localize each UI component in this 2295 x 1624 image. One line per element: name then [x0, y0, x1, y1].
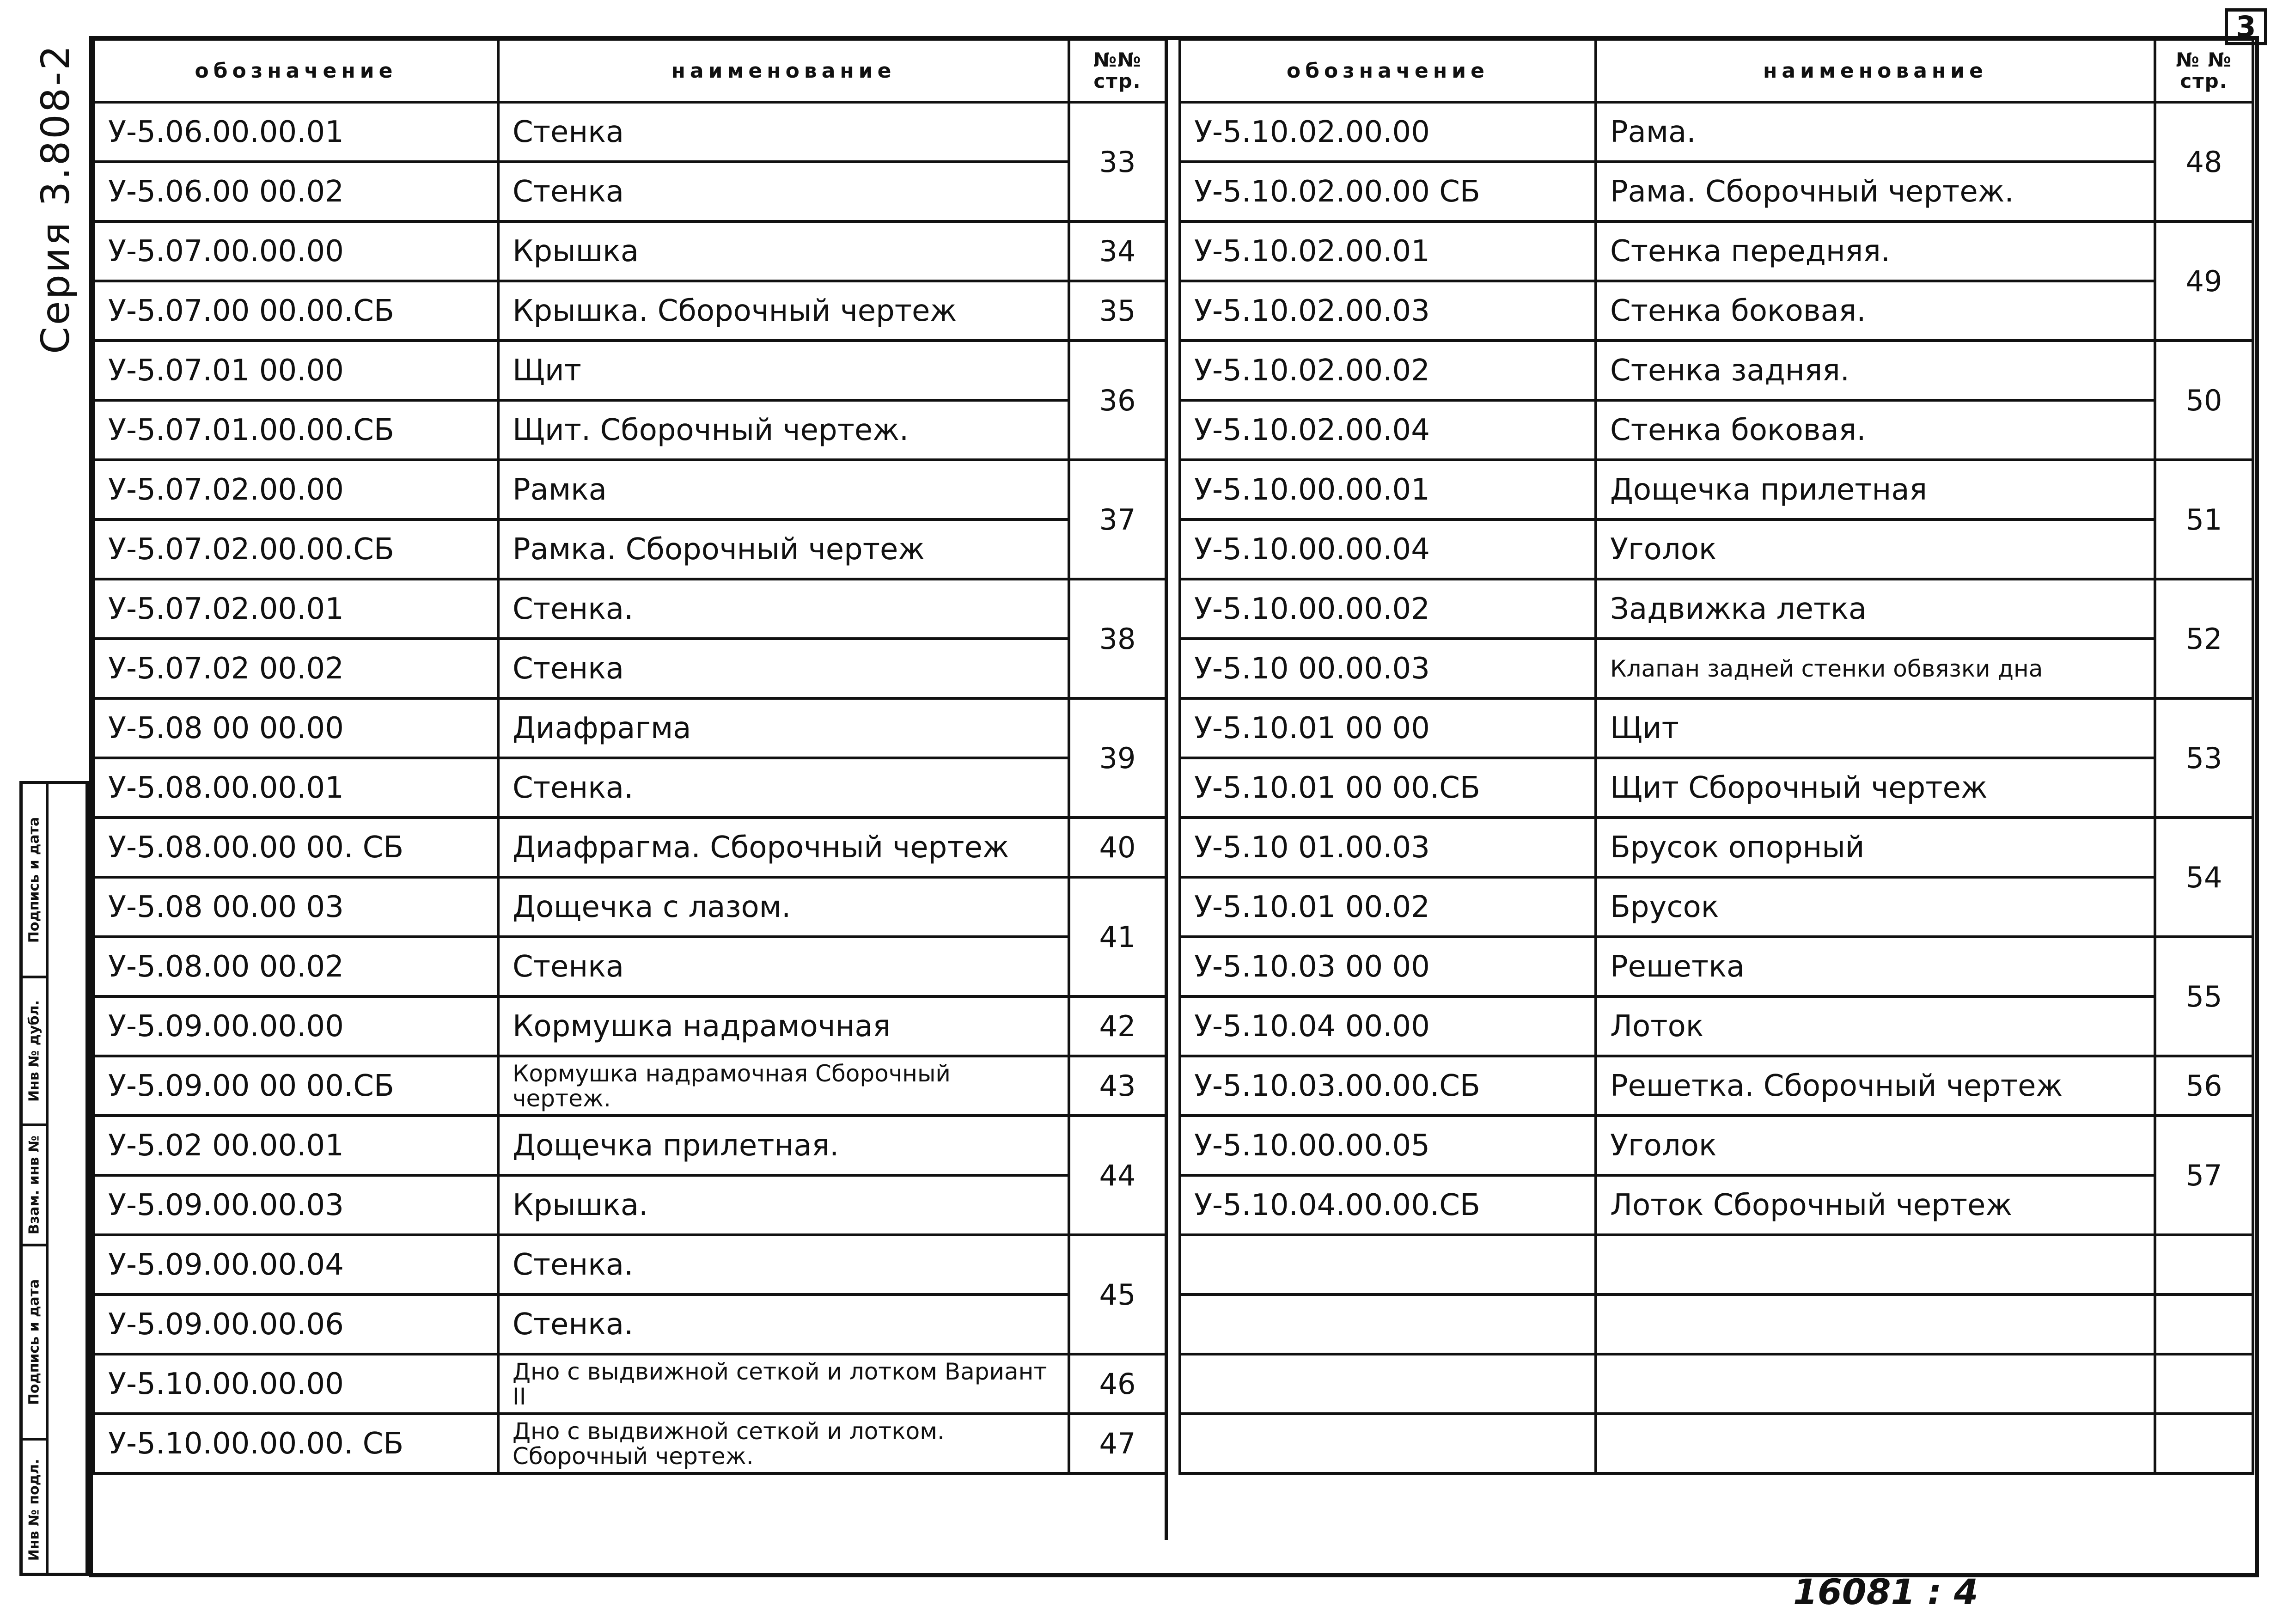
page-cell: 36: [1069, 341, 1166, 460]
table-row: [94, 758, 1166, 818]
designation-cell: У-5.07.02 00.02: [94, 639, 498, 698]
table-row: [94, 818, 1166, 877]
table-row: [1180, 1235, 2253, 1294]
name-cell: [1596, 1354, 2155, 1414]
designation-cell: У-5.07.01.00.00.СБ: [94, 400, 498, 460]
name-cell: Стенка.: [498, 579, 1069, 639]
name-cell: Лоток Сборочный чертеж: [1596, 1175, 2155, 1235]
table-row: [94, 1414, 1166, 1473]
page-cell: 55: [2155, 937, 2253, 1056]
name-cell: Крышка. Сборочный чертеж: [498, 281, 1069, 341]
name-cell: Щит. Сборочный чертеж.: [498, 400, 1069, 460]
table-row: [94, 341, 1166, 400]
page-cell: 37: [1069, 460, 1166, 579]
stamp-label: Подпись и дата: [26, 1279, 43, 1405]
stamp-cell: [23, 1246, 46, 1441]
table-row: [94, 162, 1166, 221]
page-cell: 45: [1069, 1235, 1166, 1354]
name-cell: [1596, 1294, 2155, 1354]
table-row: [1180, 400, 2253, 460]
table-row: [94, 1056, 1166, 1116]
name-cell: Диафрагма: [498, 698, 1069, 758]
table-row: [1180, 519, 2253, 579]
page-cell: 43: [1069, 1056, 1166, 1116]
series-label-box: [28, 43, 83, 354]
page-cell: [2155, 1414, 2253, 1473]
table-row: [94, 221, 1166, 281]
page-cell: 40: [1069, 818, 1166, 877]
name-cell: Стенка.: [498, 758, 1069, 818]
designation-cell: У-5.10 01.00.03: [1180, 818, 1596, 877]
left-spec-table: [92, 38, 1167, 1475]
table-row: [1180, 698, 2253, 758]
page-cell: [2155, 1354, 2253, 1414]
table-row: [1180, 1056, 2253, 1116]
name-cell: Стенка.: [498, 1294, 1069, 1354]
designation-cell: У-5.08 00 00.00: [94, 698, 498, 758]
name-cell: Решетка. Сборочный чертеж: [1596, 1056, 2155, 1116]
designation-cell: У-5.10.00.00.04: [1180, 519, 1596, 579]
name-cell: Дощечка с лазом.: [498, 877, 1069, 937]
page-cell: 49: [2155, 221, 2253, 341]
table-row: [1180, 758, 2253, 818]
designation-cell: [1180, 1235, 1596, 1294]
designation-cell: У-5.09.00 00 00.СБ: [94, 1056, 498, 1116]
designation-cell: У-5.10.04 00.00: [1180, 996, 1596, 1056]
designation-cell: У-5.10.00.00.00: [94, 1354, 498, 1414]
table-row: [1180, 102, 2253, 162]
name-cell: Рама. Сборочный чертеж.: [1596, 162, 2155, 221]
table-row: [1180, 1414, 2253, 1473]
table-row: [94, 400, 1166, 460]
page-cell: 46: [1069, 1354, 1166, 1414]
designation-cell: У-5.10.00.00.05: [1180, 1116, 1596, 1175]
designation-cell: У-5.07.02.00.01: [94, 579, 498, 639]
table-row: [94, 519, 1166, 579]
stamp-cell: [23, 978, 46, 1126]
designation-cell: У-5.02 00.00.01: [94, 1116, 498, 1175]
page-cell: 33: [1069, 102, 1166, 221]
name-cell: Щит: [498, 341, 1069, 400]
designation-cell: У-5.10.03.00.00.СБ: [1180, 1056, 1596, 1116]
table-row: [94, 996, 1166, 1056]
name-cell: Уголок: [1596, 1116, 2155, 1175]
designation-cell: У-5.07.01 00.00: [94, 341, 498, 400]
table-row: [94, 1175, 1166, 1235]
table-row: [1180, 877, 2253, 937]
table-row: [1180, 1294, 2253, 1354]
name-cell: Диафрагма. Сборочный чертеж: [498, 818, 1069, 877]
name-cell: Стенка: [498, 639, 1069, 698]
designation-cell: У-5.09.00.00.03: [94, 1175, 498, 1235]
name-cell: Стенка боковая.: [1596, 400, 2155, 460]
designation-cell: У-5.07.02.00.00: [94, 460, 498, 519]
page-cell: 48: [2155, 102, 2253, 221]
table-row: [1180, 937, 2253, 996]
table-row: [1180, 460, 2253, 519]
stamp-cell: [23, 784, 46, 978]
designation-cell: У-5.07.00 00.00.СБ: [94, 281, 498, 341]
name-cell: Рамка: [498, 460, 1069, 519]
table-row: [94, 1116, 1166, 1175]
designation-cell: У-5.07.02.00.00.СБ: [94, 519, 498, 579]
table-header-row: [1180, 39, 2253, 102]
designation-cell: У-5.10 00.00.03: [1180, 639, 1596, 698]
series-label: Серия 3.808-2: [33, 43, 78, 354]
table-row: [94, 1294, 1166, 1354]
header-page: № № стр.: [2155, 39, 2253, 102]
designation-cell: У-5.10.03 00 00: [1180, 937, 1596, 996]
name-cell: Крышка: [498, 221, 1069, 281]
header-name: наименование: [498, 39, 1069, 102]
table-header-row: [94, 39, 1166, 102]
designation-cell: У-5.10.02.00.01: [1180, 221, 1596, 281]
page-number: 3: [2225, 8, 2267, 45]
designation-cell: У-5.10.02.00.00 СБ: [1180, 162, 1596, 221]
name-cell: Лоток: [1596, 996, 2155, 1056]
table-row: [1180, 1116, 2253, 1175]
page-cell: [2155, 1235, 2253, 1294]
designation-cell: [1180, 1414, 1596, 1473]
stamp-cell: [23, 1126, 46, 1246]
designation-cell: [1180, 1294, 1596, 1354]
name-cell: Щит: [1596, 698, 2155, 758]
table-row: [94, 1235, 1166, 1294]
name-cell: Стенка: [498, 162, 1069, 221]
page-cell: 54: [2155, 818, 2253, 937]
table-row: [94, 460, 1166, 519]
page-cell: 50: [2155, 341, 2253, 460]
name-cell: Кормушка надрамочная Сборочный чертеж.: [498, 1056, 1069, 1116]
right-spec-table: [1178, 38, 2254, 1475]
name-cell: Брусок опорный: [1596, 818, 2155, 877]
designation-cell: У-5.08 00.00 03: [94, 877, 498, 937]
table-row: [94, 579, 1166, 639]
name-cell: Дощечка прилетная.: [498, 1116, 1069, 1175]
header-designation: обозначение: [1180, 39, 1596, 102]
table-row: [94, 1354, 1166, 1414]
designation-cell: У-5.06.00.00.01: [94, 102, 498, 162]
stamp-label: Инв № дубл.: [26, 1000, 43, 1102]
stamp-cell: [23, 1441, 46, 1579]
table-row: [94, 877, 1166, 937]
footer-number: 16081 : 4: [1793, 1571, 1978, 1612]
table-row: [1180, 996, 2253, 1056]
designation-cell: У-5.09.00.00.04: [94, 1235, 498, 1294]
designation-cell: У-5.09.00.00.06: [94, 1294, 498, 1354]
designation-cell: У-5.10.01 00 00.СБ: [1180, 758, 1596, 818]
page-cell: 42: [1069, 996, 1166, 1056]
designation-cell: У-5.08.00.00 00. СБ: [94, 818, 498, 877]
name-cell: Стенка задняя.: [1596, 341, 2155, 400]
name-cell: Крышка.: [498, 1175, 1069, 1235]
designation-cell: У-5.08.00.00.01: [94, 758, 498, 818]
page-cell: 47: [1069, 1414, 1166, 1473]
stamp-label: Инв № подл.: [26, 1459, 43, 1561]
name-cell: Стенка передняя.: [1596, 221, 2155, 281]
designation-cell: У-5.07.00.00.00: [94, 221, 498, 281]
table-row: [1180, 818, 2253, 877]
table-row: [1180, 579, 2253, 639]
designation-cell: У-5.10.04.00.00.СБ: [1180, 1175, 1596, 1235]
designation-cell: У-5.08.00 00.02: [94, 937, 498, 996]
name-cell: Щит Сборочный чертеж: [1596, 758, 2155, 818]
name-cell: Стенка.: [498, 1235, 1069, 1294]
stamp-label: Взам. инв №: [26, 1135, 43, 1235]
designation-cell: У-5.10.00.00.02: [1180, 579, 1596, 639]
name-cell: Стенка: [498, 102, 1069, 162]
name-cell: Дощечка прилетная: [1596, 460, 2155, 519]
table-row: [94, 937, 1166, 996]
name-cell: Задвижка летка: [1596, 579, 2155, 639]
name-cell: [1596, 1414, 2155, 1473]
table-row: [1180, 639, 2253, 698]
table-row: [1180, 1354, 2253, 1414]
table-row: [94, 698, 1166, 758]
table-row: [1180, 341, 2253, 400]
designation-cell: У-5.10.02.00.03: [1180, 281, 1596, 341]
name-cell: Брусок: [1596, 877, 2155, 937]
name-cell: Клапан задней стенки обвязки дна: [1596, 639, 2155, 698]
page-cell: 35: [1069, 281, 1166, 341]
table-row: [1180, 281, 2253, 341]
table-row: [94, 102, 1166, 162]
stamp-divider: [46, 784, 49, 1573]
name-cell: Рамка. Сборочный чертеж: [498, 519, 1069, 579]
page-cell: 53: [2155, 698, 2253, 818]
designation-cell: У-5.10.00.00.01: [1180, 460, 1596, 519]
page-cell: 34: [1069, 221, 1166, 281]
designation-cell: У-5.10.01 00.02: [1180, 877, 1596, 937]
header-page: №№ стр.: [1069, 39, 1166, 102]
page-cell: 57: [2155, 1116, 2253, 1235]
name-cell: Стенка: [498, 937, 1069, 996]
page-cell: 51: [2155, 460, 2253, 579]
name-cell: Стенка боковая.: [1596, 281, 2155, 341]
table-row: [1180, 1175, 2253, 1235]
name-cell: Уголок: [1596, 519, 2155, 579]
name-cell: Решетка: [1596, 937, 2155, 996]
page-cell: 56: [2155, 1056, 2253, 1116]
designation-cell: У-5.10.02.00.02: [1180, 341, 1596, 400]
designation-cell: У-5.10.00.00.00. СБ: [94, 1414, 498, 1473]
name-cell: [1596, 1235, 2155, 1294]
name-cell: Дно с выдвижной сеткой и лотком Вариант II: [498, 1354, 1069, 1414]
page-cell: 41: [1069, 877, 1166, 996]
table-row: [1180, 221, 2253, 281]
designation-cell: У-5.10.01 00 00: [1180, 698, 1596, 758]
side-stamp: [19, 781, 89, 1576]
page-cell: [2155, 1294, 2253, 1354]
page-cell: 39: [1069, 698, 1166, 818]
table-row: [94, 639, 1166, 698]
table-row: [1180, 162, 2253, 221]
designation-cell: [1180, 1354, 1596, 1414]
header-name: наименование: [1596, 39, 2155, 102]
designation-cell: У-5.10.02.00.00: [1180, 102, 1596, 162]
name-cell: Кормушка надрамочная: [498, 996, 1069, 1056]
page-cell: 44: [1069, 1116, 1166, 1235]
page-cell: 38: [1069, 579, 1166, 698]
designation-cell: У-5.10.02.00.04: [1180, 400, 1596, 460]
designation-cell: У-5.06.00 00.02: [94, 162, 498, 221]
page-cell: 52: [2155, 579, 2253, 698]
stamp-label: Подпись и дата: [26, 817, 43, 943]
designation-cell: У-5.09.00.00.00: [94, 996, 498, 1056]
name-cell: Дно с выдвижной сеткой и лотком. Сборочный чертеж.: [498, 1414, 1069, 1473]
header-designation: обозначение: [94, 39, 498, 102]
name-cell: Рама.: [1596, 102, 2155, 162]
table-row: [94, 281, 1166, 341]
